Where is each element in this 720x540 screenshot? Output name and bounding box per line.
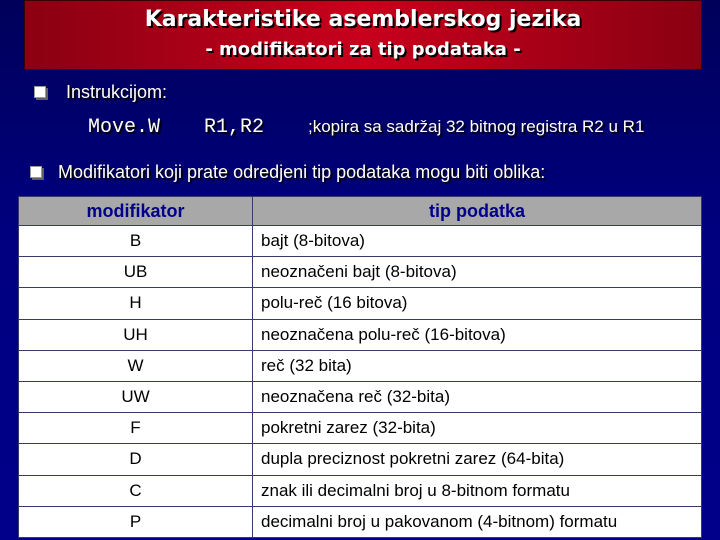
table-header-row <box>19 197 702 226</box>
square-bullet-icon <box>30 166 42 178</box>
header-modifikator: modifikator <box>19 197 253 226</box>
modifiers-intro: Modifikatori koji prate odredjeni tip podataka mogu biti oblika: <box>58 162 546 182</box>
type-cell: dupla preciznost pokretni zarez (64-bita) <box>253 444 702 475</box>
table-row <box>19 226 702 257</box>
type-cell: znak ili decimalni broj u 8-bitnom formatu <box>253 475 702 506</box>
slide-title: Karakteristike asemblerskog jezika <box>144 7 582 32</box>
table-row <box>19 475 702 506</box>
type-cell: reč (32 bita) <box>253 350 702 381</box>
modifier-cell: F <box>19 413 253 444</box>
modifier-cell: D <box>19 444 253 475</box>
instruction-operands: R1,R2 <box>204 116 265 139</box>
title-banner <box>24 0 702 70</box>
header-tip-podatka: tip podatka <box>253 197 702 226</box>
modifier-cell: C <box>19 475 253 506</box>
instruction-opcode: Move.W <box>88 116 161 139</box>
modifier-cell: UW <box>19 381 253 412</box>
type-cell: pokretni zarez (32-bita) <box>253 413 702 444</box>
type-cell: neoznačeni bajt (8-bitova) <box>253 257 702 288</box>
instruction-comment: ;kopira sa sadržaj 32 bitnog registra R2 u R1 <box>308 117 645 136</box>
table-row <box>19 319 702 350</box>
modifier-cell: UB <box>19 257 253 288</box>
table-row <box>19 288 702 319</box>
type-cell: neoznačena reč (32-bita) <box>253 381 702 412</box>
instruction-label: Instrukcijom: <box>66 82 168 102</box>
table-row <box>19 413 702 444</box>
table-row <box>19 444 702 475</box>
table-row <box>19 381 702 412</box>
modifier-cell: UH <box>19 319 253 350</box>
square-bullet-icon <box>34 86 46 98</box>
type-cell: bajt (8-bitova) <box>253 226 702 257</box>
table-row <box>19 506 702 537</box>
slide-subtitle: - modifikatori za tip podataka - <box>205 39 521 60</box>
table-row <box>19 350 702 381</box>
type-cell: decimalni broj u pakovanom (4-bitnom) formatu <box>253 506 702 537</box>
type-cell: neoznačena polu-reč (16-bitova) <box>253 319 702 350</box>
modifier-table <box>18 196 702 538</box>
modifier-cell: H <box>19 288 253 319</box>
table-row <box>19 257 702 288</box>
modifier-cell: B <box>19 226 253 257</box>
type-cell: polu-reč (16 bitova) <box>253 288 702 319</box>
modifier-cell: W <box>19 350 253 381</box>
modifier-cell: P <box>19 506 253 537</box>
